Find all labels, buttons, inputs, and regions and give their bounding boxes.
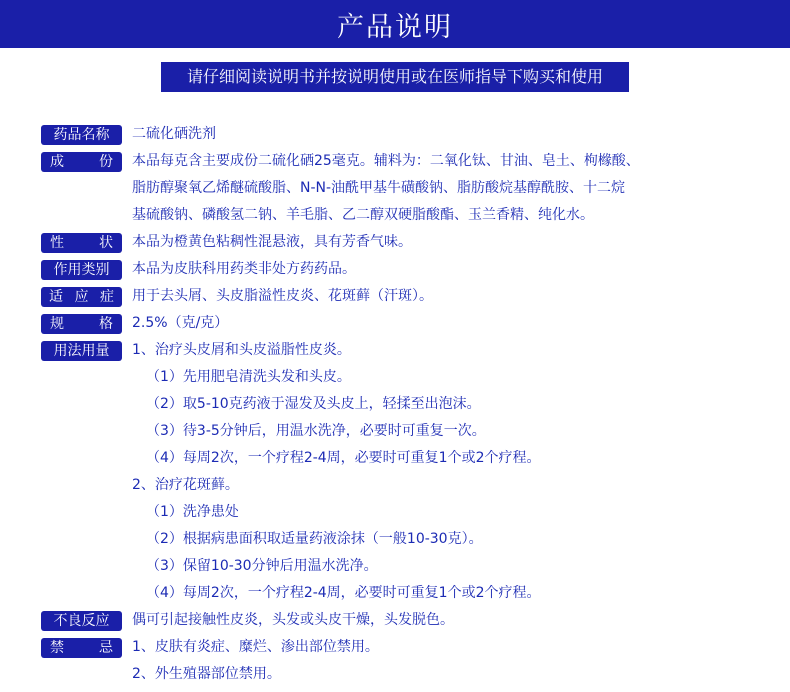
content-category xyxy=(132,259,781,280)
usage-line: （2）取5-10克药液于湿发及头皮上，轻揉至出泡沫。 xyxy=(146,396,481,412)
instruction-table xyxy=(41,124,781,691)
usage-line: （3）保留10-30分钟后用温水洗净。 xyxy=(146,558,378,574)
name-text: 二硫化硒洗剂 xyxy=(132,126,216,142)
content-name xyxy=(132,124,781,145)
content-spec xyxy=(132,313,781,334)
usage-line: （4）每周2次，一个疗程2-4周，必要时可重复1个或2个疗程。 xyxy=(146,585,541,601)
content-ingredients xyxy=(132,151,781,226)
content-indications xyxy=(132,286,781,307)
row-ingredients xyxy=(41,151,781,226)
adverse-text: 偶可引起接触性皮炎，头发或头皮干燥，头发脱色。 xyxy=(132,612,454,628)
usage-line: （3）待3-5分钟后，用温水洗净，必要时可重复一次。 xyxy=(146,423,486,439)
label-usage: 用法用量 xyxy=(41,341,122,361)
content-appearance xyxy=(132,232,781,253)
usage-line: （1）先用肥皂清洗头发和头皮。 xyxy=(146,369,351,385)
usage-line: 2、治疗花斑藓。 xyxy=(132,477,239,493)
row-appearance xyxy=(41,232,781,253)
page-title: 产品说明 xyxy=(337,11,453,43)
content-usage xyxy=(132,340,781,604)
row-contraindications xyxy=(41,637,781,685)
label-appearance: 性 状 xyxy=(41,233,122,253)
label-name: 药品名称 xyxy=(41,125,122,145)
label-adverse: 不良反应 xyxy=(41,611,122,631)
row-adverse xyxy=(41,610,781,631)
label-spec: 规 格 xyxy=(41,314,122,334)
contraindications-line: 1、皮肤有炎症、糜烂、渗出部位禁用。 xyxy=(132,639,379,655)
contraindications-line: 2、外生殖器部位禁用。 xyxy=(132,666,281,682)
row-name xyxy=(41,124,781,145)
usage-line: 1、治疗头皮屑和头皮溢脂性皮炎。 xyxy=(132,342,351,358)
label-contraindications: 禁 忌 xyxy=(41,638,122,658)
row-usage xyxy=(41,340,781,604)
spec-text: 2.5%（克/克） xyxy=(132,315,229,331)
label-ingredients: 成 份 xyxy=(41,152,122,172)
content-contraindications xyxy=(132,637,781,685)
row-indications xyxy=(41,286,781,307)
usage-line: （2）根据病患面积取适量药液涂抹（一般10-30克）。 xyxy=(146,531,483,547)
content-adverse xyxy=(132,610,781,631)
row-spec xyxy=(41,313,781,334)
usage-line: （1）洗净患处 xyxy=(146,504,239,520)
usage-line: （4）每周2次，一个疗程2-4周，必要时可重复1个或2个疗程。 xyxy=(146,450,541,466)
label-category: 作用类别 xyxy=(41,260,122,280)
appearance-text: 本品为橙黄色粘稠性混悬液，具有芳香气味。 xyxy=(132,234,412,250)
ingredients-line: 基硫酸钠、磷酸氢二钠、羊毛脂、乙二醇双硬脂酸酯、玉兰香精、纯化水。 xyxy=(132,207,594,223)
row-category xyxy=(41,259,781,280)
notice-banner xyxy=(0,62,790,92)
label-indications: 适应症 xyxy=(41,287,122,307)
header-band xyxy=(0,0,790,48)
ingredients-line: 脂肪醇聚氧乙烯醚硫酸脂、N-N-油酰甲基牛磺酸钠、脂肪酸烷基醇酰胺、十二烷 xyxy=(132,180,626,196)
ingredients-line: 本品每克含主要成份二硫化硒25毫克。辅料为：二氧化钛、甘油、皂土、枸橼酸、 xyxy=(132,153,640,169)
notice-text: 请仔细阅读说明书并按说明使用或在医师指导下购买和使用 xyxy=(161,62,629,92)
indications-text: 用于去头屑、头皮脂溢性皮炎、花斑藓（汗斑）。 xyxy=(132,288,433,304)
category-text: 本品为皮肤科用药类非处方药药品。 xyxy=(132,261,356,277)
